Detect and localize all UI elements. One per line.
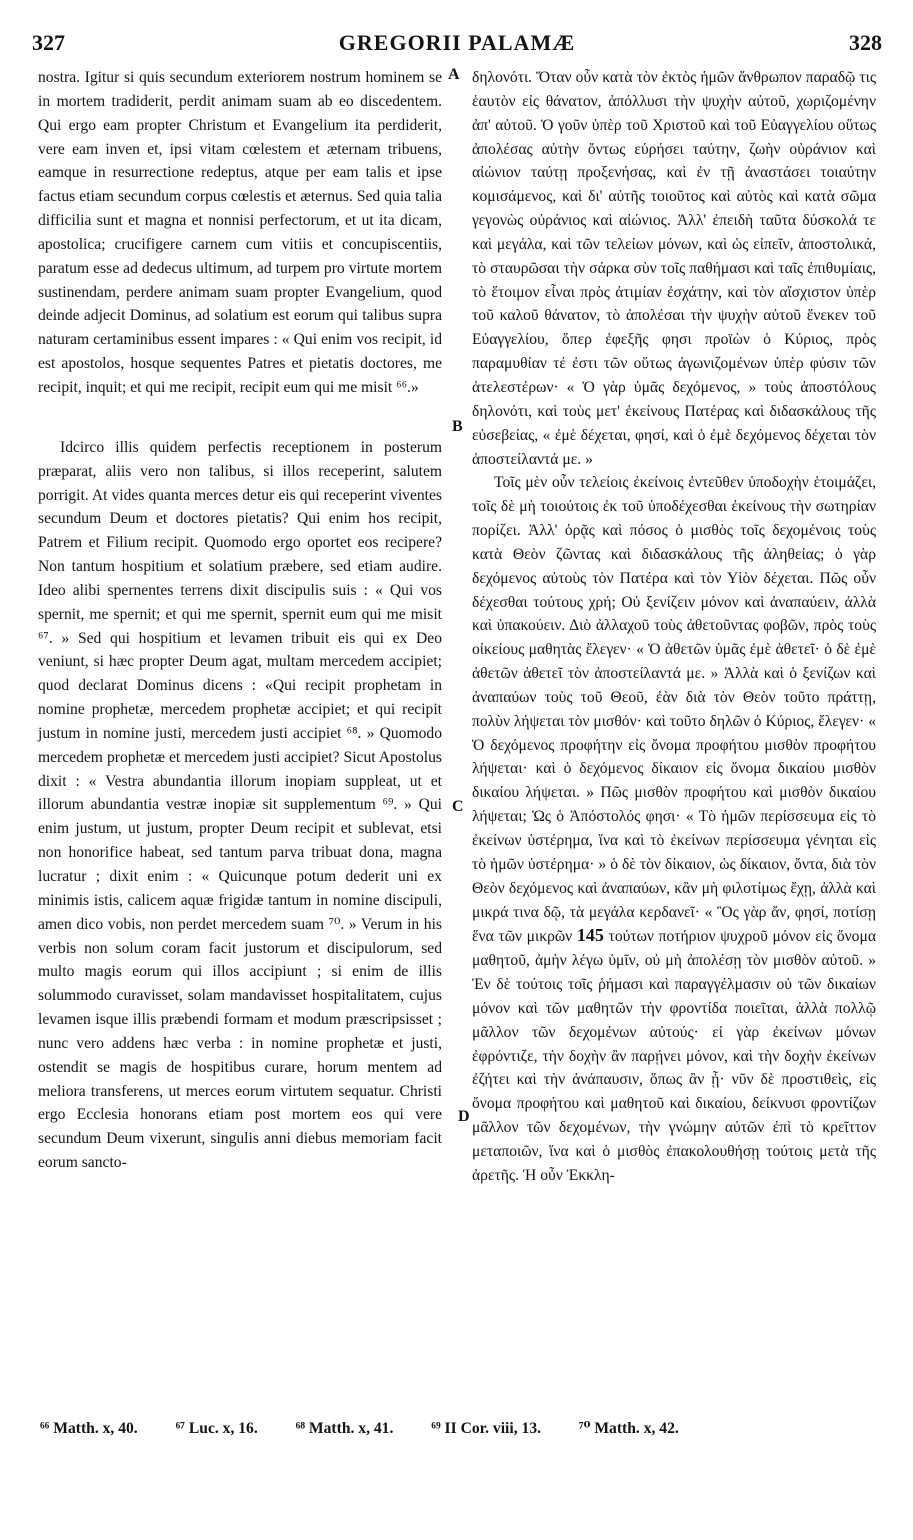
footnote-69: ⁶⁹ II Cor. viii, 13.: [431, 1420, 542, 1437]
footnote-70: ⁷⁰ Matth. x, 42.: [578, 1420, 679, 1437]
page-number-left: 327: [32, 30, 65, 55]
running-title: GREGORII PALAMÆ: [338, 30, 576, 55]
latin-paragraph-1: nostra. Igitur si quis secundum exteriorem nostrum hominem se in mortem tradiderit, perdit animam suam ab eo discedentem. Qui ergo eam propter Christum et Evangelium ita perdiderit, vere eam inven et, ipsi vitam cœlestem et æternam tribuens, eamque in resurrectione redeptus, atque per eam talis et ipse factus etiam secundum corpus cœlestis et æternus. Sed quia talia difficilia sunt et magna et nonnisi perfectorum, et ut ita dicam, apostolica; crucifigere carnem cum vitiis et concupiscentiis, paratum esse ad dedecus ultimum, ad turpem pro virtute mortem sustinendam, perdere animam suam propter Evangelium, quod deinde adjecit Dominus, ad solatium est eorum qui talibus supra naturam certaminibus essent impares : « Qui enim vos recipit, id est apostolos, hosque sequentes Patres et pietatis doctores, me recipit, inquit; et qui me recipit, recipit eum qui me misit ⁶⁶.»: [38, 69, 442, 396]
running-head: [32, 30, 882, 60]
greek-paragraph-1: δηλονότι. Ὅταν οὖν κατὰ τὸν ἐκτὸς ἡμῶν ἄνθρωπον παραδῷ τις ἑαυτὸν εἰς θάνατον, ἀπόλλυσι τὴν ψυχὴν αὐτοῦ, χωριζομένην ἀπ' αὐτοῦ. Ὁ γοῦν ὑπὲρ τοῦ Χριστοῦ καὶ τοῦ Εὐαγγελίου οὕτως ἀπολέσας αὐτὴν ὄντως εὑρήσει ταύτην, ζωὴν οὐράνιον καὶ αἰώνιον ταύτῃ προξενήσας, καὶ ἐν τῇ ἀναστάσει τοιαύτην κομισάμενος, καὶ δι' αὐτῆς τοιοῦτος καὶ αὐτὸς καὶ κατὰ σῶμα γεγονὼς οὐράνιος καὶ αἰώνιος. Ἀλλ' ἐπειδὴ ταῦτα δύσκολά τε καὶ μεγάλα, καὶ τῶν τελείων μόνων, καὶ ὡς εἰπεῖν, ἀποστολικά, τὸ σταυρῶσαι τὴν σάρκα σὺν τοῖς παθήμασι καὶ ταῖς ἐπιθυμίαις, τὸ ἕτοιμον εἶναι πρὸς ἀτιμίαν ἐσχάτην, καὶ τὸν αἴσχιστον ὑπὲρ τοῦ καλοῦ θάνατον, τὸ ἀπολέσαι τὴν ψυχὴν αὐτοῦ ἕνεκεν τοῦ Εὐαγγελίου, ὅπερ ἐφεξῆς φησι προϊὼν ὁ Κύριος, πρὸς παραμυθίαν τέ ἐστι τῶν οὕτως ἀγωνιζομένων ὑπὲρ φύσιν τῶν ἀτελεστέρων· « Ὁ γὰρ ὑμᾶς δεχόμενος, » τοὺς ἀποστόλους δηλονότι, καὶ τοὺς μετ' ἐκείνους Πατέρας καὶ διδασκάλους τῆς εὐσεβείας, « ἐμὲ δέχεται, φησί, καὶ ὁ ἐμὲ δεχόμενος δέχεται τὸν ἀποστείλαντά με. »: [472, 69, 876, 468]
page-number-right: 328: [849, 30, 882, 55]
greek-paragraph-2-text: Τοῖς μὲν οὖν τελείοις ἐκείνοις ἐντεῦθεν ὑποδοχὴν ἑτοιμάζει, τοῖς δὲ μὴ τοιούτοις ἐκ τοῦ ὑποδέχεσθαι ἐκείνους τὴν σωτηρίαν πορίζει. Ἀλλ' ὁρᾷς καὶ πόσος ὁ μισθὸς τοῖς δεχομένοις τοὺς κατὰ Θεὸν ζῶντας καὶ διδασκάλους τῆς ἀληθείας; ὁ γὰρ δεχόμενος αὐτοὺς τὸν Πατέρα καὶ τὸν Υἱὸν δέχεται. Πῶς οὖν δέχεσθαι τούτους χρή; Οὐ ξενίζειν μόνον καὶ ἀναπαύειν, ἀλλὰ καὶ ὑπακούειν. Διὸ ἀλλαχοῦ τοὺς ἀθετοῦντας φοβῶν, πρὸς τοὺς οἰκείους μαθητὰς ἔλεγεν· « Ὁ ἀθετῶν ὑμᾶς ἐμὲ ἀθετεῖ· ὁ δὲ ἐμὲ ἀθετῶν ἀθετεῖ τὸν ἀποστείλαντά με. » Ἀλλὰ καὶ ὁ ξενίζων καὶ ἀναπαύων τοὺς τοῦ Θεοῦ, ἐὰν διὰ τὸν Θεὸν τοῦτο πράττῃ, πολὺν λήψεται τὸν μισθόν· καὶ τοῦτο δηλῶν ὁ Κύριος, ἔλεγεν· « Ὁ δεχόμενος προφήτην εἰς ὄνομα προφήτου μισθὸν προφήτου λήψεται· καὶ ὁ δεχόμενος δίκαιον εἰς ὄνομα δικαίου μισθὸν δικαίου λήψεται. » Πῶς μισθὸν προφήτου καὶ μισθὸν δικαίου λήψεται; Ὡς ὁ Ἀπόστολός φησι· « Τὸ ἡμῶν περίσσευμα εἰς τὸ ἐκείνων ὑστέρημα, ἵνα καὶ τὸ ἐκείνων περίσσευμα γένηται εἰς τὸ ἡμῶν ὑστέρημα· » ὁ δὲ τὸν δίκαιον, ὡς δίκαιον, ὄντα, διὰ τὸν Θεὸν δεχόμενος καὶ ἀναπαύων, κἂν μὴ φιλοτίμως ἔχῃ, ἀλλὰ καὶ μικρά τινα δῷ, τὰ μεγάλα κερδανεῖ· « Ὃς γὰρ ἄν, φησί, ποτίσῃ ἕνα τῶν μικρῶν: [472, 474, 876, 946]
latin-paragraph-2: Idcirco illis quidem perfectis receptionem in posterum præparat, aliis vero non talibus, si illos receperint, salutem porrigit. At vides quanta merces detur eis qui receperint viventes secundum Deum et doctores pietatis? Qui enim hos recipit, Patrem et Filium recipit. Quomodo ergo oportet eos recipere? Non tantum hospitium et solatium præbere, sed etiam audire. Ideo alibi spernentes terrens dixit discipulis suis : « Qui vos spernit, me spernit; et qui me spernit, spernit eum qui me misit ⁶⁷. » Sed qui hospitium et levamen tribuit eis qui ex Deo veniunt, si hæc propter Deum agat, multam mercedem accipiet; quod declarat Dominus dicens : «Qui recipit prophetam in nomine prophetæ, mercedem prophetæ accipiet; et qui recipit justum in nomine justi, mercedem justi accipiet ⁶⁸. » Quomodo mercedem prophetæ et mercedem justi accipiet? Sicut Apostolus dixit : « Vestra abundantia illorum inopiam suppleat, ut et illorum abundantia vestræ inopiæ sit supplementum ⁶⁹. » Qui enim justum, ut justum, propter Deum recipit et sublevat, etsi non honorifice habeat, sed tantum parva tribuat dona, magna lucratur ; dixit enim : « Quicunque potum dederit uni ex minimis istis, calicem aquæ frigidæ tantum in nomine discipuli, amen dico vobis, non perdet mercedem suam ⁷⁰. » Verum in his verbis non solum coram facit justorum et discipulorum, sed multo magis eorum qui illos accipiunt ; si enim de illis solummodo curavisset, solam mandavisset hospitalitatem, cujus levamen isque illis præbendi formam et modum præscripsisset ; nunc vero addens hæc verba : in nomine prophetæ et justi, ostendit se magis de hospitibus curare, horum mentem ad meliora transferens, ut merces eorum virtutem sequatur. Christi ergo Ecclesia honorans etiam post mortem eos qui vere secundum Deum vixerunt, singulis anni diebus memoriam facit eorum sancto-: [38, 438, 442, 1172]
footnote-68: ⁶⁸ Matth. x, 41.: [295, 1420, 394, 1437]
page-marker: 145: [576, 925, 604, 946]
greek-paragraph-2: [472, 471, 876, 1187]
footnotes: [40, 1418, 890, 1438]
footnote-67: ⁶⁷ Luc. x, 16.: [175, 1420, 258, 1437]
greek-column: [472, 66, 876, 1188]
section-letter-c: C: [452, 798, 464, 815]
section-letter-d: D: [458, 1108, 470, 1125]
section-letter-b: B: [452, 418, 463, 435]
latin-column: [38, 66, 442, 1175]
section-letter-a: A: [448, 66, 460, 83]
footnote-66: ⁶⁶ Matth. x, 40.: [40, 1420, 138, 1437]
greek-paragraph-2-cont: τούτων ποτήριον ψυχροῦ μόνον εἰς ὄνομα μαθητοῦ, ἀμὴν λέγω ὑμῖν, οὐ μὴ ἀπολέσῃ τὸν μισθὸν αὐτοῦ. » Ἐν δὲ τούτοις τοῖς ῥήμασι καὶ παραγγέλμασιν οὐ τῶν δικαίων μόνον καὶ τῶν μαθητῶν τὴν φροντίδα ποιεῖται, ἀλλὰ πολλῷ μᾶλλον τῶν δεχομένων αὐτούς· εἰ γὰρ ἐκείνων μόνων ἐφρόντιζε, τὴν δοχὴν ἂν παρῄνει μόνον, καὶ τὴν δοχὴν ἐκείνων ἐζήτει καὶ τὴν ἀνάπαυσιν, ὅπως ἂν ᾖ· νῦν δὲ προστιθεὶς, εἰς ὄνομα προφήτου καὶ μαθητοῦ καὶ δικαίου, δείκνυσι φροντίζων μᾶλλον τῶν δεχομένων, τὴν γνώμην αὐτῶν ἐπὶ τὸ κρεῖττον μεταποιῶν, ἵνα καὶ ὁ μισθὸς ἐπακολουθήσῃ τούτοις μετὰ τῆς ἀρετῆς. Ἡ οὖν Ἐκκλη-: [472, 928, 876, 1184]
